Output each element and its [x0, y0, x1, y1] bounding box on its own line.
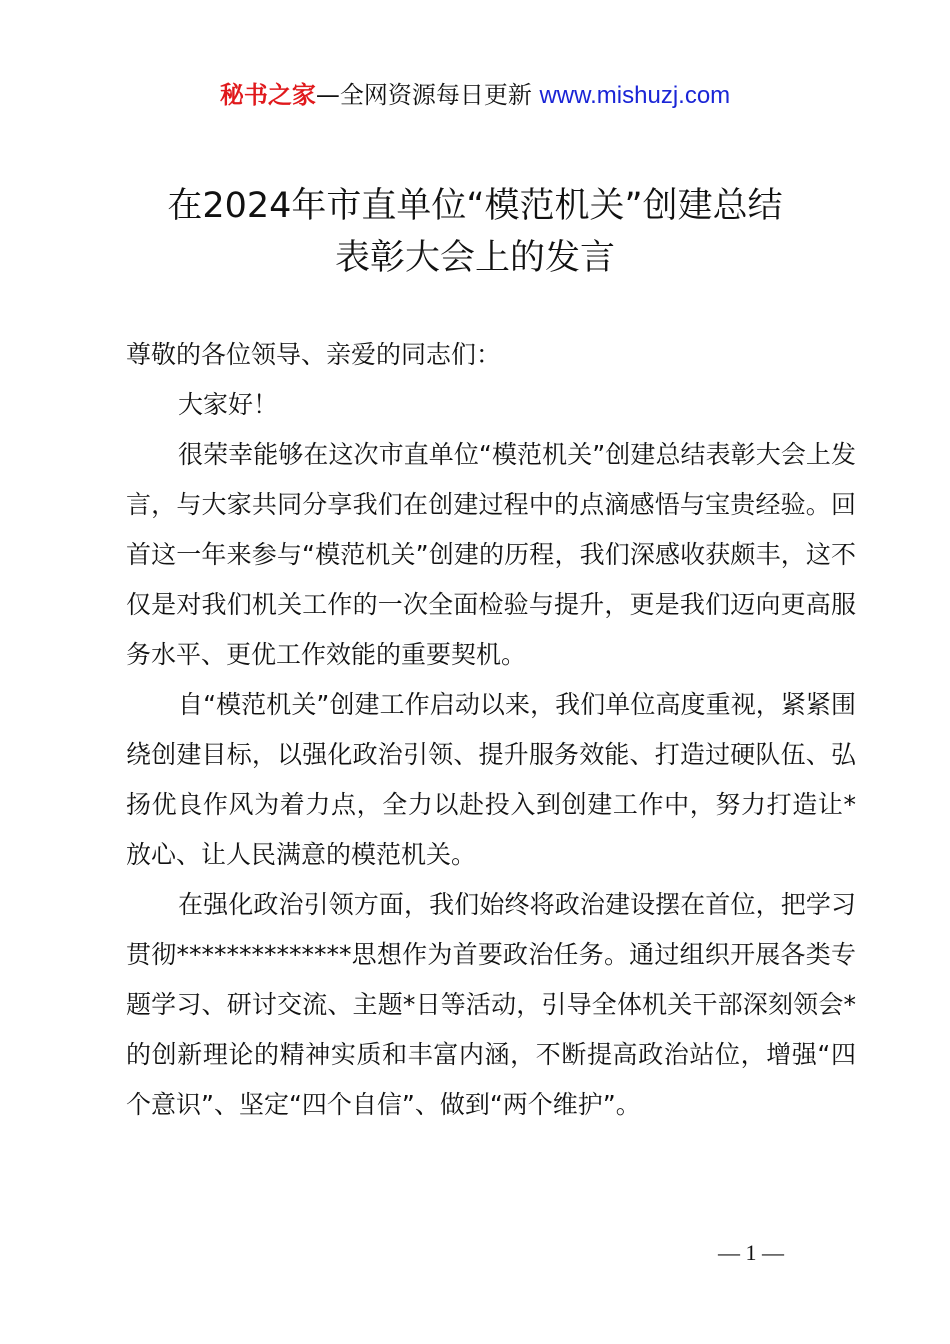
salutation: 尊敬的各位领导、亲爱的同志们： [126, 340, 502, 369]
page-number: — 1 — [718, 1240, 784, 1265]
paragraph-1: 很荣幸能够在这次市直单位“模范机关”创建总结表彰大会上发言，与大家共同分享我们在创建过程中的点滴感悟与宝贵经验。回首这一年来参与“模范机关”创建的历程，我们深感收获颇丰，这不仅是对我们机关工作的一次全面检验与提升，更是我们迈向更高服务水平、更优工作效能的重要契机。 [126, 440, 856, 669]
site-url-link[interactable]: www.mishuzj.com [539, 82, 731, 109]
paragraph-3: 在强化政治引领方面，我们始终将政治建设摆在首位，把学习贯彻**************思想作为首要政治任务。通过组织开展各类专题学习、研讨交流、主题*日等活动，引导全体机关干部深刻领会*的创新理论的精神实质和丰富内涵，不断提高政治站位，增强“四个意识”、坚定“四个自信”、做到“两个维护”。 [126, 890, 856, 1119]
document-body [126, 330, 856, 1130]
title-line-2: 表彰大会上的发言 [334, 238, 615, 278]
site-tagline: —全网资源每日更新 [315, 81, 532, 109]
greeting: 大家好！ [178, 390, 279, 419]
document-title [0, 180, 950, 284]
site-banner [0, 78, 950, 113]
site-brand: 秘书之家 [219, 81, 316, 109]
title-line-1: 在2024年市直单位“模范机关”创建总结 [167, 186, 783, 226]
paragraph-2: 自“模范机关”创建工作启动以来，我们单位高度重视，紧紧围绕创建目标，以强化政治引领、提升服务效能、打造过硬队伍、弘扬优良作风为着力点，全力以赴投入到创建工作中，努力打造让*放心、让人民满意的模范机关。 [126, 690, 856, 869]
